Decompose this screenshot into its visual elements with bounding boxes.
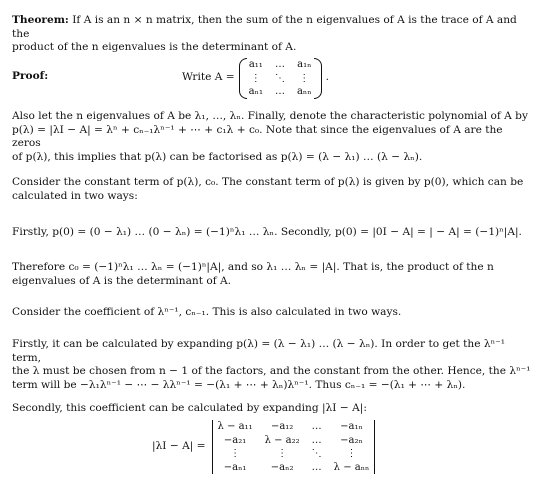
matrix-right-paren xyxy=(314,58,322,99)
determinant-entry: λ − a₁₁ xyxy=(217,421,253,432)
paragraph-line: the λ must be chosen from n − 1 of the factors, and the constant from the other. Hence, the λⁿ⁻¹ xyxy=(12,365,531,378)
determinant-entry: ⋮ xyxy=(346,448,357,459)
matrix-row xyxy=(243,58,318,72)
determinant-entry: … xyxy=(311,434,322,446)
determinant-entry: −a₂₁ xyxy=(223,434,247,446)
matrix-a-entry: ⋱ xyxy=(274,72,285,84)
determinant-entry: −aₙ₁ xyxy=(223,461,247,473)
proof-paragraph-6 xyxy=(12,338,532,392)
matrix-a-entry: a₁ₙ xyxy=(297,59,312,70)
matrix-a-entry: aₙₙ xyxy=(296,86,312,97)
matrix-a-entry: ⋮ xyxy=(299,72,310,84)
determinant-equation xyxy=(152,420,452,474)
matrix-row xyxy=(212,447,376,461)
proof-paragraph-2 xyxy=(12,176,532,203)
theorem-line-2: product of the n eigenvalues is the determinant of A. xyxy=(12,41,297,54)
determinant-entry: λ − a₂₂ xyxy=(264,434,300,446)
paragraph-line: term will be −λ₁λⁿ⁻¹ − ⋯ − λλⁿ⁻¹ = −(λ₁ + ⋯ + λₙ)λⁿ⁻¹. Thus cₙ₋₁ = −(λ₁ + ⋯ + λₙ). xyxy=(12,378,466,391)
proof-paragraph-7 xyxy=(12,402,532,416)
proof-paragraph-5 xyxy=(12,306,532,320)
paragraph-line: Firstly, p(0) = (0 − λ₁) … (0 − λₙ) = (−1)ⁿλ₁ … λₙ. Secondly, p(0) = |0I − A| = | − A| = (−1)ⁿ|A|. xyxy=(12,226,522,238)
matrix-a-equation xyxy=(182,58,382,99)
theorem-line-1: If A is an n × n matrix, then the sum of the n eigenvalues of A is the trace of A and the xyxy=(12,14,517,40)
matrix-a-entry: aₙ₁ xyxy=(248,86,263,97)
determinant-entry: −a₂ₙ xyxy=(340,434,363,446)
determinant-entry: −aₙ₂ xyxy=(270,461,294,473)
matrix-a xyxy=(243,58,318,99)
matrix-row xyxy=(243,85,318,99)
matrix-row xyxy=(212,420,376,434)
theorem-block xyxy=(12,14,532,55)
determinant-entry: ⋱ xyxy=(311,448,322,459)
determinant-entry: … xyxy=(311,421,322,432)
proof-paragraph-3 xyxy=(12,226,532,240)
determinant-entry: −a₁ₙ xyxy=(340,421,363,432)
paragraph-line: of p(λ), this implies that p(λ) can be factorised as p(λ) = (λ − λ₁) … (λ − λₙ). xyxy=(12,150,423,163)
paragraph-line: Secondly, this coefficient can be calculated by expanding |λI − A|: xyxy=(12,402,367,414)
matrix-a-entry: a₁₁ xyxy=(248,59,263,70)
paragraph-line: Firstly, it can be calculated by expanding p(λ) = (λ − λ₁) … (λ − λₙ). In order to get the λⁿ⁻¹ term, xyxy=(12,338,505,364)
matrix-a-entry: ⋮ xyxy=(250,72,261,84)
paragraph-line: Therefore c₀ = (−1)ⁿλ₁ … λₙ = (−1)ⁿ|A|, and so λ₁ … λₙ = |A|. That is, the product of the n xyxy=(12,261,494,273)
paragraph-line: Also let the n eigenvalues of A be λ₁, …, λₙ. Finally, denote the characteristic polynomial of A by xyxy=(12,110,528,122)
paragraph-line: Consider the coefficient of λⁿ⁻¹, cₙ₋₁. This is also calculated in two ways. xyxy=(12,306,402,318)
matrix-a-entry: … xyxy=(274,59,285,70)
paragraph-line: p(λ) = |λI − A| = λⁿ + cₙ₋₁λⁿ⁻¹ + ⋯ + c₁λ + c₀. Note that since the eigenvalues of A are the zeros xyxy=(12,123,503,150)
determinant-right-bar xyxy=(374,420,375,474)
determinant-matrix xyxy=(212,420,376,474)
theorem-heading: Theorem: xyxy=(12,14,69,26)
paragraph-line: calculated in two ways: xyxy=(12,189,138,202)
matrix-row xyxy=(243,72,318,86)
paragraph-line: eigenvalues of A is the determinant of A. xyxy=(12,274,232,287)
proof-heading: Proof: xyxy=(12,70,49,82)
matrix-a-entry: … xyxy=(274,86,285,97)
proof-paragraph-1 xyxy=(12,110,532,164)
determinant-label: |λI − A| = xyxy=(152,440,206,453)
determinant-left-bar xyxy=(212,420,213,474)
write-a-label: Write A = xyxy=(182,71,235,84)
paragraph-line: Consider the constant term of p(λ), c₀. The constant term of p(λ) is given by p(0), which can be xyxy=(12,176,524,188)
proof-paragraph-4 xyxy=(12,261,532,288)
determinant-entry: −a₁₂ xyxy=(270,421,294,432)
matrix-row xyxy=(212,434,376,448)
matrix-left-paren xyxy=(239,58,247,99)
determinant-entry: ⋮ xyxy=(277,448,288,459)
determinant-entry: ⋮ xyxy=(230,448,241,459)
determinant-entry: … xyxy=(311,461,322,473)
determinant-entry: λ − aₙₙ xyxy=(333,461,370,473)
matrix-row xyxy=(212,461,376,475)
matrix-period: . xyxy=(325,71,329,84)
